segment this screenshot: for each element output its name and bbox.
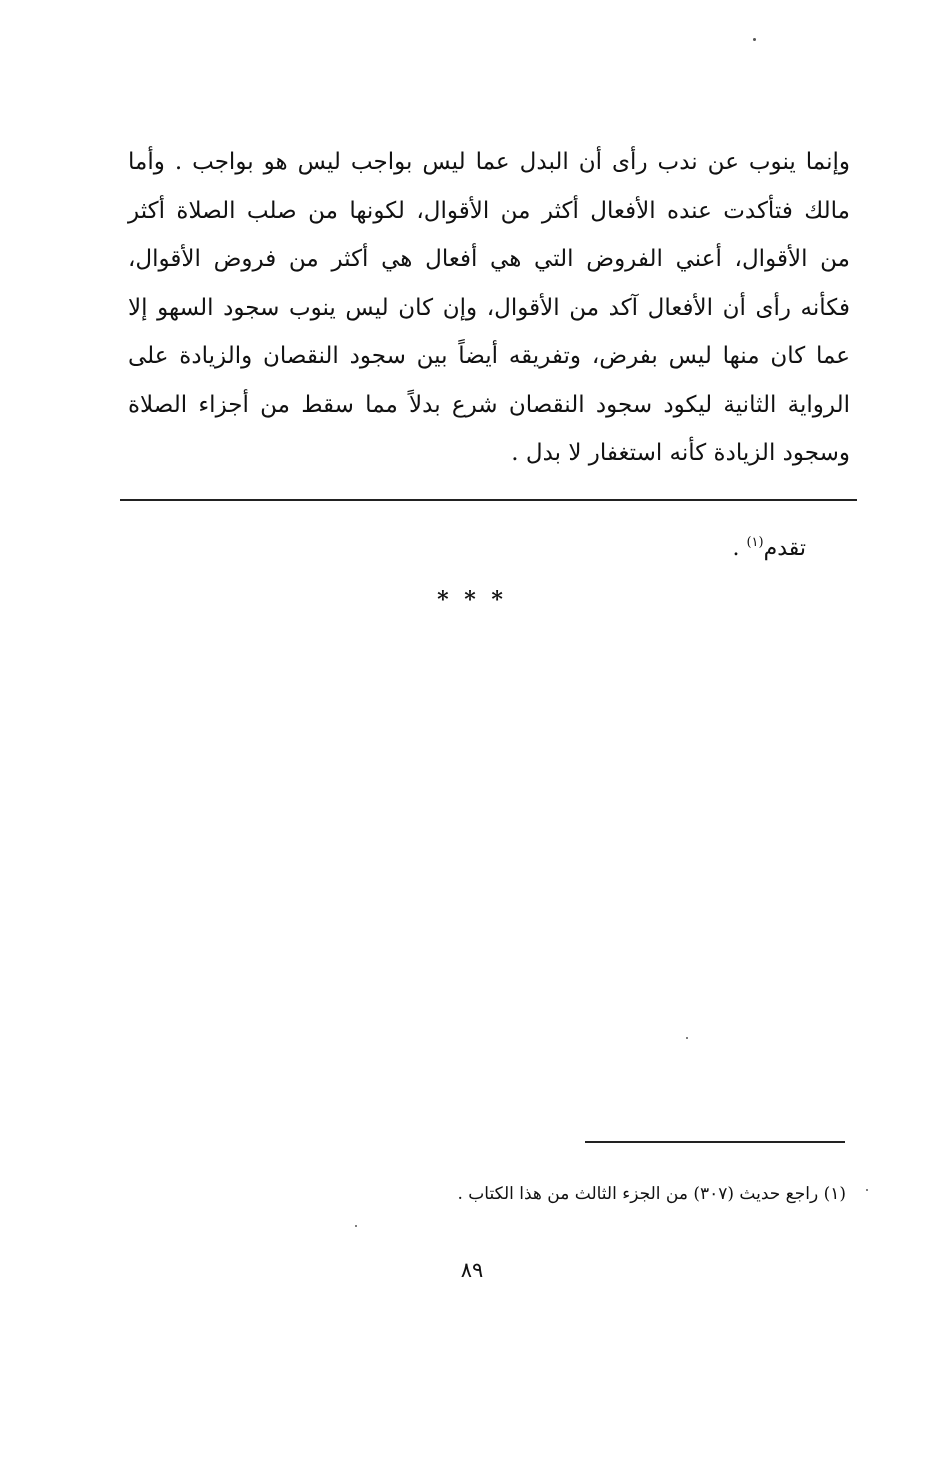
print-speck bbox=[355, 1225, 357, 1227]
footnote-divider bbox=[585, 1141, 845, 1143]
page-number: ٨٩ bbox=[460, 1258, 484, 1282]
text-line-6: الرواية الثانية ليكود سجود النقصان شرع بدلاً مما سقط من أجزاء الصلاة bbox=[128, 391, 850, 418]
continued-period: . bbox=[732, 536, 747, 561]
footnote: (١) راجع حديث (٣٠٧) من الجزء الثالث من هذا الكتاب . bbox=[457, 1184, 846, 1204]
section-divider bbox=[120, 499, 857, 501]
print-speck bbox=[753, 38, 756, 41]
continued-note bbox=[732, 528, 806, 564]
text-line-3: من الأقوال، أعني الفروض التي هي أفعال هي أكثر من فروض الأقوال، bbox=[128, 246, 850, 272]
continued-word: تقدم bbox=[763, 536, 806, 561]
text-line-2: مالك فتأكدت عنده الأفعال أكثر من الأقوال، لكونها من صلب الصلاة أكثر bbox=[128, 197, 850, 224]
print-speck bbox=[686, 1037, 688, 1039]
text-line-4: فكأنه رأى أن الأفعال آكد من الأقوال، وإن كان ليس ينوب سجود السهو إلا bbox=[128, 294, 850, 321]
section-stars: * * * bbox=[437, 587, 507, 613]
text-line-5: عما كان منها ليس بفرض، وتفريقه أيضاً بين سجود النقصان والزيادة على bbox=[128, 343, 850, 369]
text-line-1: وإنما ينوب عن ندب رأى أن البدل عما ليس بواجب ليس هو بواجب . وأما bbox=[128, 149, 850, 175]
main-paragraph bbox=[128, 138, 850, 478]
text-line-7: وسجود الزيادة كأنه استغفار لا بدل . bbox=[511, 440, 850, 466]
footnote-reference: (١) bbox=[746, 535, 764, 550]
print-speck bbox=[866, 1189, 868, 1191]
